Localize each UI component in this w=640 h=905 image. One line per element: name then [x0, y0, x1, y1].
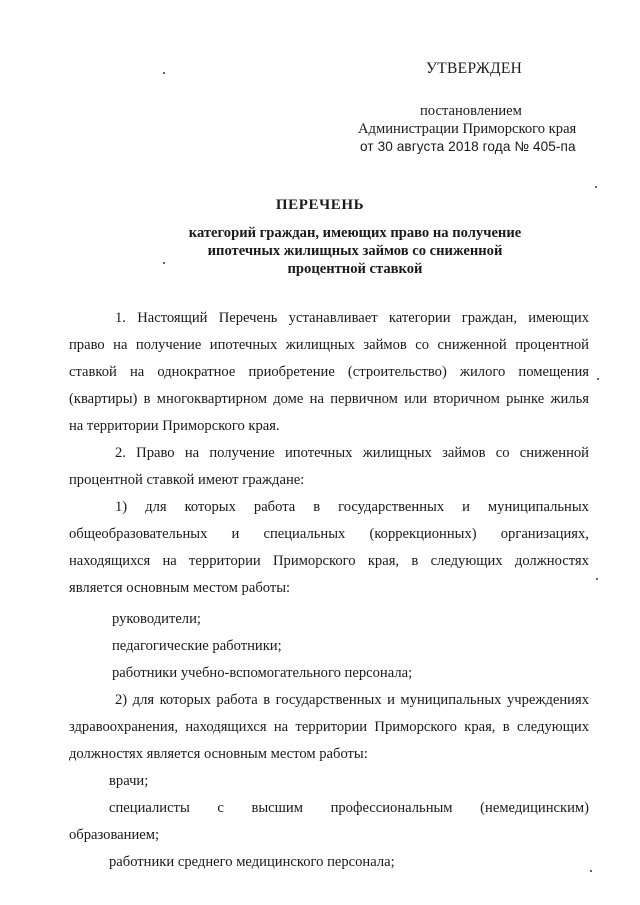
paragraph-line: здравоохранения, находящихся на территории Приморского края, в следующих — [69, 719, 589, 735]
word: государственных — [338, 499, 445, 515]
list-medical — [69, 768, 589, 876]
word: 1) — [115, 499, 128, 515]
list-item: работники среднего медицинского персонала; — [109, 854, 395, 870]
scan-speck — [590, 870, 592, 872]
paragraph-line: процентной ставкой имеют граждане: — [69, 472, 305, 488]
list-item: работники учебно-вспомогательного персонала; — [112, 665, 413, 681]
word: высшим — [251, 800, 303, 816]
list-item: педагогические работники; — [112, 638, 282, 654]
word: в — [313, 499, 321, 515]
paragraph-line — [69, 305, 589, 332]
document-title: ПЕРЕЧЕНЬ — [275, 197, 365, 213]
paragraph-line: образованием; — [69, 827, 160, 843]
paragraph-line: право на получение ипотечных жилищных займов со сниженной процентной — [69, 337, 589, 353]
paragraph-line: 2. Право на получение ипотечных жилищных займов со сниженной — [115, 445, 589, 461]
word: края, — [367, 553, 400, 569]
paragraph-line — [69, 494, 589, 521]
word: следующих — [430, 553, 503, 569]
paragraph-line — [69, 521, 589, 548]
word: территории — [189, 553, 261, 569]
word: профессиональным — [330, 800, 453, 816]
scan-speck — [163, 262, 165, 264]
approved-heading: УТВЕРЖДЕН — [426, 60, 523, 77]
paragraph-line: ставкой на однократное приобретение (строительство) жилого помещения — [69, 364, 589, 380]
word: работа — [253, 499, 296, 515]
paragraph-line — [69, 548, 589, 575]
paragraph-line: 2) для которых работа в государственных и муниципальных учреждениях — [115, 692, 589, 708]
word: которых — [184, 499, 236, 515]
word: на — [162, 553, 177, 569]
word: (немедицинским) — [480, 800, 589, 816]
word: специальных — [263, 526, 346, 542]
word: для — [145, 499, 167, 515]
word: в — [411, 553, 419, 569]
subtitle-line: категорий граждан, имеющих право на получение — [188, 225, 522, 241]
subtitle-line: ипотечных жилищных займов со сниженной — [207, 243, 503, 259]
paragraph-line: (квартиры) в многоквартирном доме на первичном или вторичном рынке жилья — [69, 391, 589, 407]
approval-line-decree: постановлением — [420, 103, 522, 119]
word: находящихся — [69, 553, 151, 569]
text-fragment: 1. Настоящий Перечень устанавливает категории граждан, имеющих — [115, 310, 589, 326]
subtitle-line: процентной ставкой — [287, 261, 423, 277]
paragraph-3 — [69, 494, 589, 602]
list-item: врачи; — [109, 773, 149, 789]
paragraph-1 — [69, 305, 589, 440]
document-subtitle — [160, 224, 550, 278]
paragraph-line: является основным местом работы: — [69, 580, 291, 596]
paragraph-4 — [69, 687, 589, 768]
approval-line-date-number: от 30 августа 2018 года № 405-па — [360, 139, 576, 154]
scan-speck — [595, 186, 597, 188]
paragraph-5 — [69, 795, 589, 849]
word: с — [217, 800, 224, 816]
word: (коррекционных) — [369, 526, 477, 542]
paragraph-2 — [69, 440, 589, 494]
word: и — [462, 499, 470, 515]
paragraph-line — [69, 795, 589, 822]
word: Приморского — [273, 553, 356, 569]
paragraph-line: должностях является основным местом работы: — [69, 746, 368, 762]
approval-line-authority: Администрации Приморского края — [358, 121, 577, 137]
scan-speck — [596, 578, 598, 580]
word: организациях, — [500, 526, 589, 542]
scan-speck — [163, 72, 165, 74]
scan-speck — [597, 378, 599, 380]
word: общеобразовательных — [69, 526, 208, 542]
document-body — [69, 305, 589, 876]
word: и — [231, 526, 240, 542]
paragraph-line: на территории Приморского края. — [69, 418, 280, 434]
word: должностях — [514, 553, 589, 569]
word: специалисты — [109, 800, 190, 816]
list-item: руководители; — [112, 611, 201, 627]
list-teachers — [69, 606, 589, 687]
word: муниципальных — [487, 499, 589, 515]
